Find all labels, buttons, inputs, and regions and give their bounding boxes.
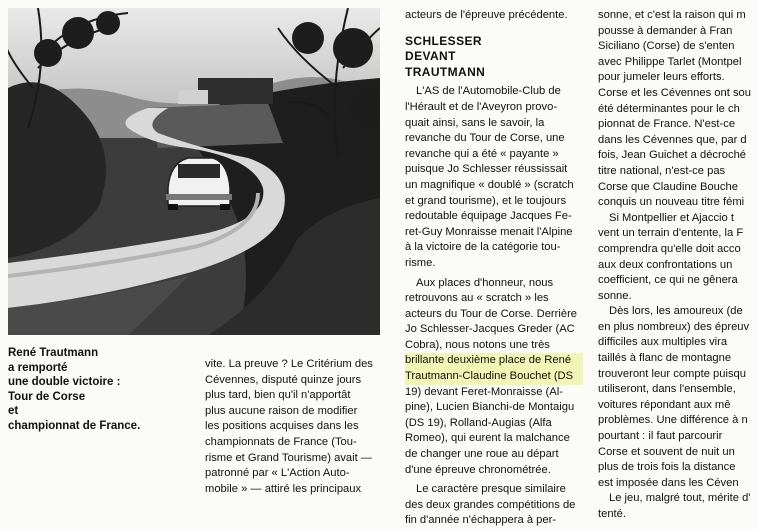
text-line: voitures répondant aux mê xyxy=(598,398,731,411)
text-line: patronné par « L'Action Auto- xyxy=(205,467,350,480)
text-column-1 xyxy=(205,357,383,497)
caption-line: René Trautmann xyxy=(8,347,99,359)
text-line: Jo Schlesser-Jacques Greder (AC xyxy=(405,323,575,336)
text-line: pionnat de France. N'est-ce xyxy=(598,118,736,131)
text-line: des deux grandes compétitions de xyxy=(405,498,576,511)
text-line: puisque Jo Schlesser réussissait xyxy=(405,163,568,176)
text-line: revanche qui a été « payante » xyxy=(405,147,559,160)
photo-caption xyxy=(8,346,158,434)
text-line: Romeo), qui eurent la malchance xyxy=(405,432,570,445)
text-line: sonne. xyxy=(598,289,632,302)
text-line: plus de trois fois la distance xyxy=(598,461,736,474)
text-line: fois, Jean Guichet a décroché xyxy=(598,149,747,162)
text-line: de changer une roue au départ xyxy=(405,448,559,461)
caption-line: a remporté xyxy=(8,361,68,374)
caption-line: championnat de France. xyxy=(8,419,141,432)
section-heading: SCHLESSER xyxy=(405,33,482,48)
text-line: pourtant : il faut parcourir xyxy=(598,430,723,443)
text-line: Corse et souvent de nuit un xyxy=(598,445,735,458)
text-line: d'une épreuve chronométrée. xyxy=(405,463,551,476)
text-line: titre national, n'est-ce pas xyxy=(598,164,726,177)
text-line: ret-Guy Monraisse menait l'Alpine xyxy=(405,225,573,238)
text-line: revanche du Tour de Corse, une xyxy=(405,132,565,145)
rally-photo xyxy=(8,8,380,335)
text-line: pine), Lucien Bianchi-de Montaigu xyxy=(405,401,575,414)
text-line: Aux places d'honneur, nous xyxy=(416,276,554,289)
text-line: problèmes. Une différence à n xyxy=(598,414,748,427)
text-line: aux deux confrontations un xyxy=(598,258,733,271)
text-line: Cévennes, disputé quinze jours xyxy=(205,373,362,386)
section-heading: DEVANT xyxy=(405,49,456,64)
caption-line: et xyxy=(8,405,19,418)
text-line: risme et Grand Tourisme) avait — xyxy=(205,451,373,464)
text-line: championnats de France (Tou- xyxy=(205,435,357,448)
text-line: plus aucune raison de modifier xyxy=(205,404,358,417)
text-line: Corse que Claudine Bouche xyxy=(598,180,738,193)
text-column-3 xyxy=(598,8,757,523)
text-line: (DS 19), Rolland-Augias (Alfa xyxy=(405,416,552,429)
text-line: comprendra qu'elle doit acco xyxy=(598,242,741,255)
text-line: en plus nombreux) des épreuv xyxy=(598,320,750,333)
highlighted-line: brillante deuxième place de René xyxy=(405,353,583,369)
text-line: vite. La preuve ? Le Critérium des xyxy=(205,358,373,370)
text-line: les positions acquises dans les xyxy=(205,420,359,433)
text-line: coefficient, ce qui ne gênera xyxy=(598,274,738,287)
text-line: conquis un nouveau titre fémi xyxy=(598,196,745,209)
text-line: plus tard, bien qu'il n'apportât xyxy=(205,389,351,402)
text-line: pour jumeler leurs efforts. xyxy=(598,71,725,84)
text-line: tenté. xyxy=(598,508,626,520)
text-line: utiliseront, dans l'ensemble, xyxy=(598,383,736,396)
text-line: et grand tourisme), et le toujours xyxy=(405,194,567,207)
text-line: redoutable équipage Jacques Fe- xyxy=(405,210,572,223)
text-line: acteurs du Tour de Corse. Derrière xyxy=(405,307,578,320)
text-line: difficiles aux multiples vira xyxy=(598,336,728,349)
text-line: L'AS de l'Automobile-Club de xyxy=(416,85,561,98)
text-line: Si Montpellier et Ajaccio t xyxy=(609,211,734,224)
text-line: taillés à flanc de montagne xyxy=(598,352,732,365)
text-line: mobile » — attiré les principaux xyxy=(205,482,362,495)
text-line: fin d'année n'échappera à per- xyxy=(405,514,557,527)
text-line: Le jeu, malgré tout, mérite d' xyxy=(609,492,751,505)
text-line: est imposée dans les Céven xyxy=(598,476,739,489)
text-line: Cobra), nous notons une très xyxy=(405,338,550,351)
caption-line: Tour de Corse xyxy=(8,390,86,403)
text-line: vent un terrain d'entente, la F xyxy=(598,227,744,240)
text-line: avec Philippe Tarlet (Montpel xyxy=(598,55,742,68)
text-line: été déterminantes pour le ch xyxy=(598,102,740,115)
text-line: risme. xyxy=(405,256,436,269)
text-line: Le caractère presque similaire xyxy=(416,483,566,496)
text-line: Siciliano (Corse) de s'enten xyxy=(598,40,735,53)
text-column-2 xyxy=(405,8,583,529)
text-line: un magnifique « doublé » (scratch xyxy=(405,178,574,191)
caption-line: une double victoire : xyxy=(8,376,121,389)
text-line: trouveront leur compte puisqu xyxy=(598,367,747,380)
text-line: pousse à demander à Fran xyxy=(598,24,733,37)
text-line: quait ainsi, sans le savoir, la xyxy=(405,116,545,129)
text-line: Dès lors, les amoureux (de xyxy=(609,305,743,318)
text-line: sonne, et c'est la raison qui m xyxy=(598,9,746,21)
text-line: l'Hérault et de l'Aveyron provo- xyxy=(405,100,558,113)
text-line: retrouvons au « scratch » les xyxy=(405,292,549,305)
highlighted-line: Trautmann-Claudine Bouchet (DS xyxy=(405,369,583,385)
section-heading: TRAUTMANN xyxy=(405,64,486,79)
rally-photo-illustration xyxy=(8,8,380,335)
text-line: 19) devant Feret-Monraisse (Al- xyxy=(405,385,563,398)
text-line: dans les Cévennes que, par d xyxy=(598,133,747,146)
text-line: Corse et les Cévennes ont sou xyxy=(598,86,751,99)
text-line: acteurs de l'épreuve précédente. xyxy=(405,9,568,21)
text-line: à la victoire de la catégorie tou- xyxy=(405,241,561,254)
